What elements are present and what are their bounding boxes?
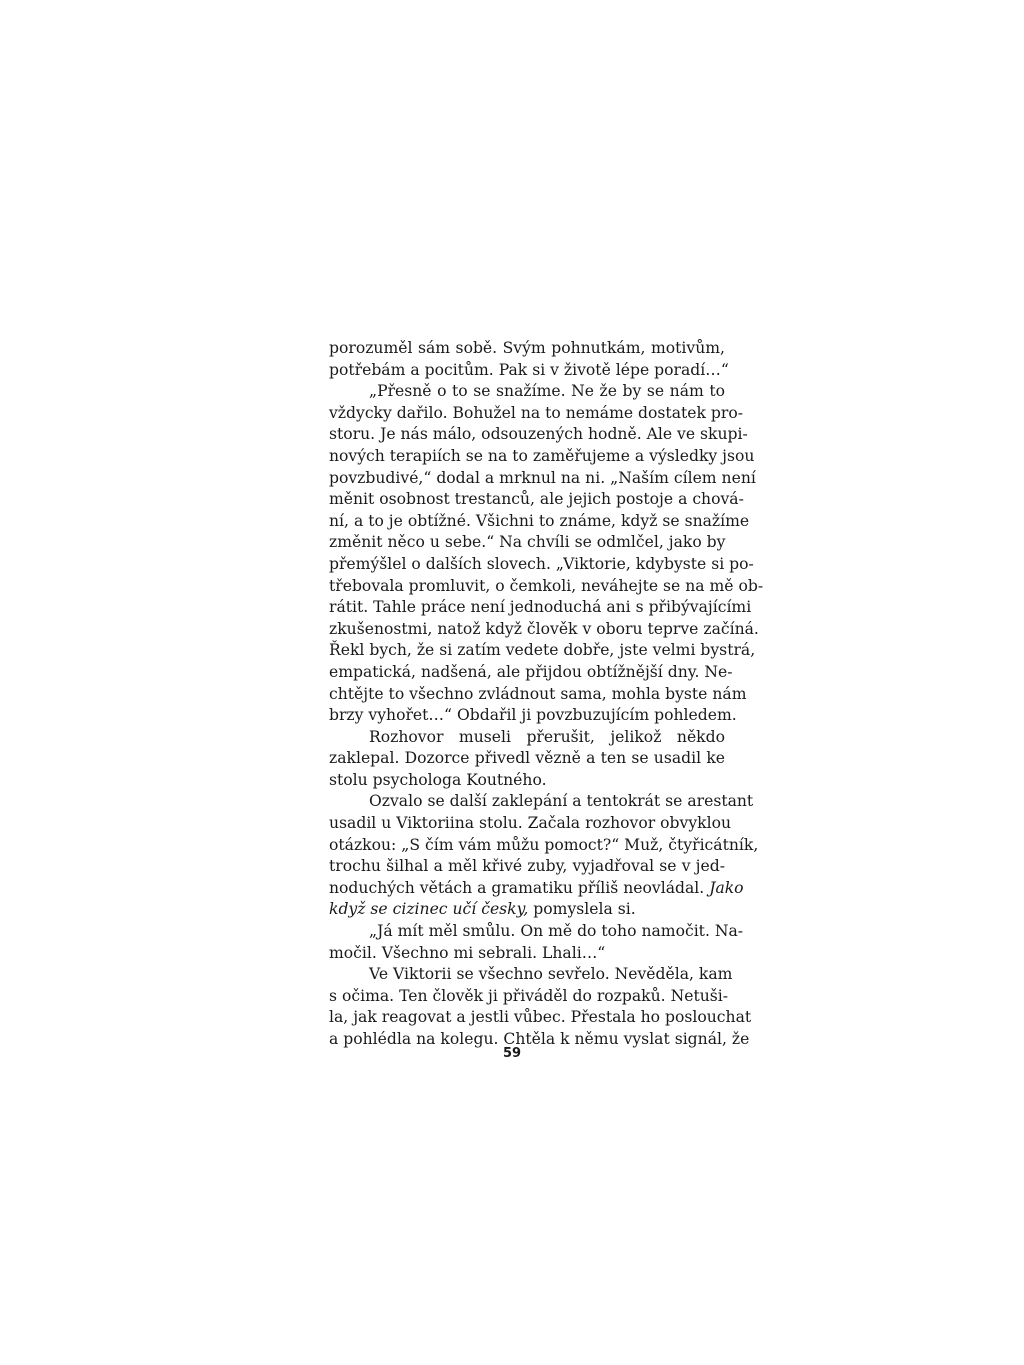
text-line [329,813,732,835]
line-text: s očima. Ten člověk ji přiváděl do rozpaků. Netuši- [329,986,729,1005]
text-line [329,791,754,813]
line-text: přemýšlel o dalších slovech. „Viktorie, kdybyste si po- [329,554,754,573]
line-text: ní, a to je obtížné. Všichni to známe, když se snažíme [329,511,750,530]
body-text [329,338,764,1051]
line-text: povzbudivé,“ dodal a mrknul na ni. „Naším cílem není [329,468,756,487]
text-line [329,403,743,425]
line-text: a pohlédla na kolegu. Chtěla k němu vyslat signál, že [329,1030,750,1048]
line-text: vždycky dařilo. Bohužel na to nemáme dostatek pro- [329,403,743,422]
line-text: Ve Viktorii se všechno sevřelo. Nevěděla, kam [369,965,733,984]
text-line [329,381,725,403]
text-line [329,770,725,792]
line-text: Rozhovor museli přerušit, jelikož někdo [369,727,725,746]
line-text: měnit osobnost trestanců, ale jejich postoje a chová- [329,490,744,509]
line-text: empatická, nadšená, ale přijdou obtížnější dny. Ne- [329,662,733,681]
text-line [329,446,755,468]
text-line [329,338,725,360]
line-text: brzy vyhořet…“ Obdařil ji povzbuzujícím pohledem. [329,706,737,725]
text-line [329,554,754,576]
line-text: la, jak reagovat a jestli vůbec. Přestala ho poslouchat [329,1008,752,1027]
text-line [329,705,737,727]
line-text: nových terapiích se na to zaměřujeme a výsledky jsou [329,446,755,465]
line-text: „Přesně o to se snažíme. Ne že by se nám to [369,382,725,401]
text-line [329,921,744,943]
page-number: 59 [502,1046,522,1061]
line-text: otázkou: „S čím vám můžu pomoct?“ Muž, čtyřicátník, [329,835,759,854]
line-text: potřebám a pocitům. Pak si v životě lépe poradí…“ [329,360,729,379]
text-line [329,727,725,749]
text-line [329,424,748,446]
text-line [329,597,752,619]
line-text: porozuměl sám sobě. Svým pohnutkám, motivům, [329,339,725,357]
text-line [329,964,733,986]
text-line [329,511,750,533]
line-text: stolu psychologa Koutného. [329,770,547,789]
line-text: rátit. Tahle práce není jednoduchá ani s přibývajícími [329,598,752,617]
line-text: pomyslela si. [528,900,636,919]
line-text: Ozvalo se další zaklepání a tentokrát se arestant [369,792,754,811]
line-text: trochu šilhal a měl křivé zuby, vyjadřoval se v jed- [329,857,725,876]
italic-text: Jako [709,878,744,897]
line-text: zkušenostmi, natož když člověk v oboru teprve začíná. [329,619,759,638]
text-line [329,619,759,641]
line-text: „Já mít měl smůlu. On mě do toho namočit. Na- [369,922,744,941]
text-line [329,878,744,900]
text-line [329,662,733,684]
line-text: storu. Je nás málo, odsouzených hodně. Ale ve skupi- [329,425,748,444]
line-text: třebovala promluvit, o čemkoli, neváhejte se na mě ob- [329,576,764,595]
line-text: zaklepal. Dozorce přivedl vězně a ten se usadil ke [329,749,725,768]
italic-text: když se cizinec učí česky, [329,900,529,919]
text-line [329,684,747,706]
text-line [329,640,756,662]
text-line [329,576,764,598]
line-text: změnit něco u sebe.“ Na chvíli se odmlčel, jako by [329,533,726,552]
line-text: chtějte to všechno zvládnout sama, mohla byste nám [329,684,747,703]
text-line [329,986,729,1008]
line-text: močil. Všechno mi sebrali. Lhali…“ [329,943,606,962]
line-text: Řekl bych, že si zatím vedete dobře, jste velmi bystrá, [329,641,756,660]
text-line [329,899,725,921]
text-line [329,532,725,554]
line-text: usadil u Viktoriina stolu. Začala rozhovor obvyklou [329,814,732,833]
text-line [329,360,729,382]
text-line [329,748,725,770]
text-line [329,856,725,878]
text-line [329,489,744,511]
text-line [329,1007,752,1029]
line-text: noduchých větách a gramatiku příliš neovládal. [329,878,710,897]
text-line [329,835,759,857]
text-line [329,468,756,490]
text-line [329,943,725,965]
